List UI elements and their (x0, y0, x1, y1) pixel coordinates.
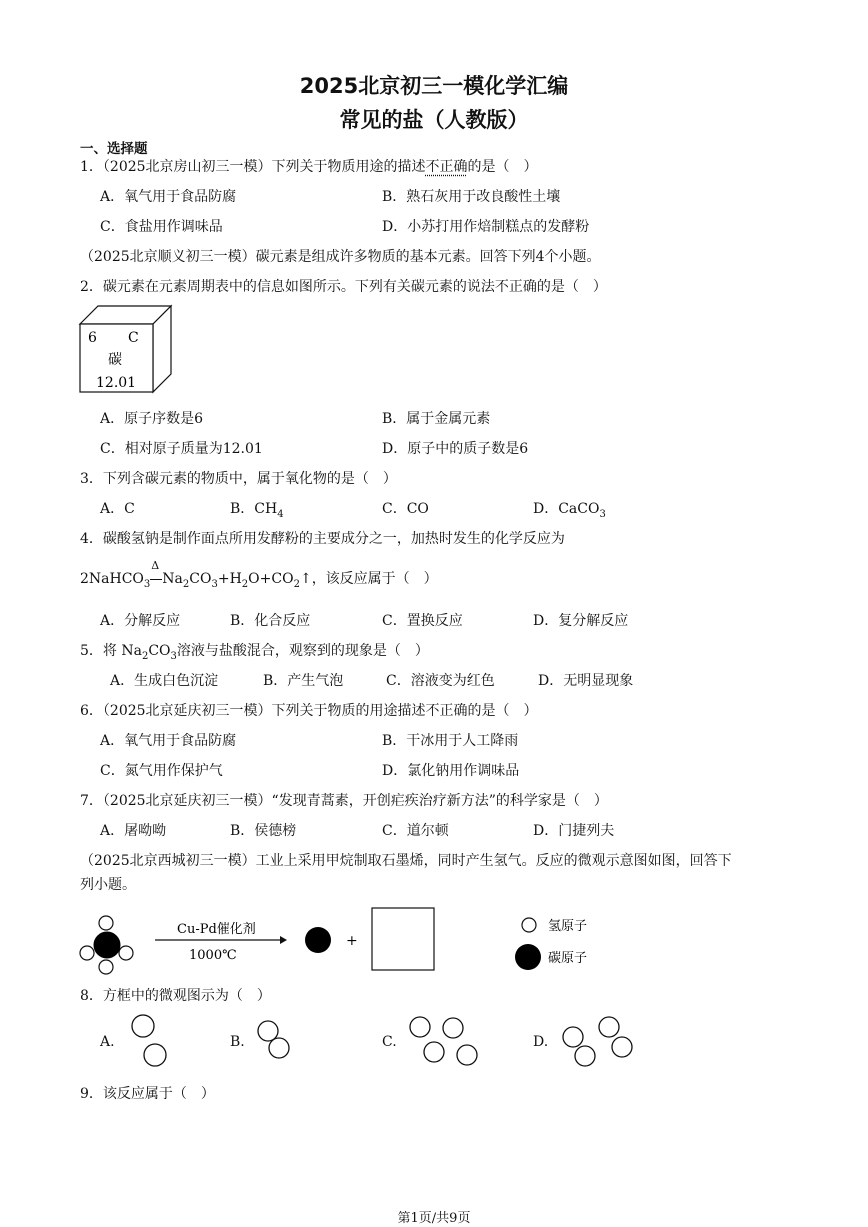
hydrogen-atom (119, 946, 133, 960)
legend-carbon-icon (515, 944, 541, 970)
group-2-intro-line-2: 列小题。 (80, 877, 136, 893)
question-7-option-b[interactable]: B．侯德榜 (230, 823, 297, 839)
element-mass: 12.01 (96, 375, 137, 391)
catalyst-label: Cu-Pd催化剂 (177, 922, 256, 937)
question-4-option-b[interactable]: B．化合反应 (230, 613, 311, 629)
methane-molecule (80, 916, 133, 974)
question-3-stem: 3．下列含碳元素的物质中，属于氧化物的是（ ） (80, 471, 397, 487)
question-7-stem: 7．（2025北京延庆初三一模）“发现青蒿素，开创疟疾治疗新方法”的科学家是（ ） (80, 793, 608, 809)
question-6-option-d[interactable]: D．氯化钠用作调味品 (382, 763, 520, 779)
question-5-option-d[interactable]: D．无明显现象 (538, 673, 634, 689)
question-8-stem: 8．方框中的微观图示为（ ） (80, 988, 271, 1004)
question-8-option-b-diagram[interactable] (255, 1018, 295, 1063)
question-2-stem: 2．碳元素在元素周期表中的信息如图所示。下列有关碳元素的说法不正确的是（ ） (80, 279, 607, 295)
question-8-option-d-diagram[interactable] (558, 1012, 640, 1072)
question-3-option-d[interactable]: D．CaCO$_3$ (533, 501, 606, 520)
question-4-option-c[interactable]: C．置换反应 (382, 613, 463, 629)
question-2-option-c[interactable]: C．相对原子质量为12.01 (100, 441, 263, 457)
group-1-intro: （2025北京顺义初三一模）碳元素是组成许多物质的基本元素。回答下列4个小题。 (80, 249, 601, 265)
hydrogen-atom (80, 946, 94, 960)
question-2-option-a[interactable]: A．原子序数是6 (100, 411, 204, 427)
arrow-head (280, 936, 287, 944)
question-6-option-c[interactable]: C．氮气用作保护气 (100, 763, 223, 779)
question-4-stem: 4．碳酸氢钠是制作面点所用发酵粉的主要成分之一，加热时发生的化学反应为 (80, 531, 565, 547)
question-7-option-c[interactable]: C．道尔顿 (382, 823, 449, 839)
carbon-atom (94, 932, 120, 958)
hydrogen-atom (99, 960, 113, 974)
group-2-intro-line-1: （2025北京西城初三一模）工业上采用甲烷制取石墨烯，同时产生氢气。反应的微观示意图如图，回答下 (80, 853, 732, 869)
legend-hydrogen-label: 氢原子 (548, 919, 588, 934)
question-4-option-a[interactable]: A．分解反应 (100, 613, 181, 629)
heat-symbol: Δ (151, 559, 160, 572)
question-1-option-c[interactable]: C．食盐用作调味品 (100, 219, 223, 235)
question-9-stem: 9．该反应属于（ ） (80, 1086, 215, 1102)
element-name: 碳 (108, 352, 122, 368)
question-7-option-d[interactable]: D．门捷列夫 (533, 823, 615, 839)
question-8-option-c-label[interactable]: C. (382, 1034, 397, 1050)
question-6-option-a[interactable]: A．氧气用于食品防腐 (100, 733, 237, 749)
title-line-1: 2025北京初三一模化学汇编 (299, 74, 569, 98)
question-8-option-d-label[interactable]: D. (533, 1034, 549, 1050)
question-3-option-b[interactable]: B．$CH_4$ (230, 501, 284, 520)
question-1-suffix: 的是（ ） (467, 159, 538, 175)
question-5-option-c[interactable]: C．溶液变为红色 (386, 673, 495, 689)
answer-box (372, 908, 434, 970)
question-8-option-a-label[interactable]: A. (100, 1034, 115, 1050)
element-symbol: C (128, 330, 139, 346)
reaction-diagram (75, 905, 615, 980)
carbon-element-card (78, 302, 178, 398)
question-3-option-c[interactable]: C．CO (382, 501, 429, 517)
question-4-option-d[interactable]: D．复分解反应 (533, 613, 629, 629)
question-6-option-b[interactable]: B．干冰用于人工降雨 (382, 733, 519, 749)
question-1-option-b[interactable]: B．熟石灰用于改良酸性土壤 (382, 189, 561, 205)
question-7-option-a[interactable]: A．屠呦呦 (100, 823, 167, 839)
question-5-option-a[interactable]: A．生成白色沉淀 (110, 673, 219, 689)
legend-carbon-label: 碳原子 (548, 951, 588, 966)
element-number: 6 (88, 330, 97, 346)
product-carbon-atom (305, 927, 331, 953)
section-heading: 一、选择题 (80, 141, 148, 157)
question-6-stem: 6．（2025北京延庆初三一模）下列关于物质的用途描述不正确的是（ ） (80, 703, 538, 719)
question-5-option-b[interactable]: B．产生气泡 (263, 673, 344, 689)
plus-sign: + (346, 933, 358, 949)
question-4-equation: 2NaHCO$_3$ Δ $Na_2CO_3+H_2O+CO_2↑$，该反应属于（ ） (80, 559, 438, 590)
hydrogen-atom (99, 916, 113, 930)
question-8-option-c-diagram[interactable] (407, 1014, 487, 1069)
question-2-option-d[interactable]: D．原子中的质子数是6 (382, 441, 529, 457)
question-1-emphasis: 不正确 (425, 159, 468, 175)
page-footer: 第1页/共9页 (397, 1211, 471, 1226)
question-1-prefix: 1．（2025北京房山初三一模）下列关于物质用途的描述 (80, 159, 426, 175)
question-1-stem (80, 156, 538, 176)
question-1-option-d[interactable]: D．小苏打用作焙制糕点的发酵粉 (382, 219, 590, 235)
title-line-2: 常见的盐（人教版） (339, 108, 529, 132)
question-3-option-a[interactable]: A．C (100, 501, 135, 517)
question-5-stem: 5．将 $Na_2CO_3$溶液与盐酸混合，观察到的现象是（ ） (80, 643, 429, 662)
question-8-option-a-diagram[interactable] (128, 1012, 178, 1072)
legend-hydrogen-icon (522, 918, 536, 932)
question-2-option-b[interactable]: B．属于金属元素 (382, 411, 491, 427)
temperature-label: 1000℃ (189, 948, 237, 963)
question-8-option-b-label[interactable]: B. (230, 1034, 245, 1050)
question-1-option-a[interactable]: A．氧气用于食品防腐 (100, 189, 237, 205)
